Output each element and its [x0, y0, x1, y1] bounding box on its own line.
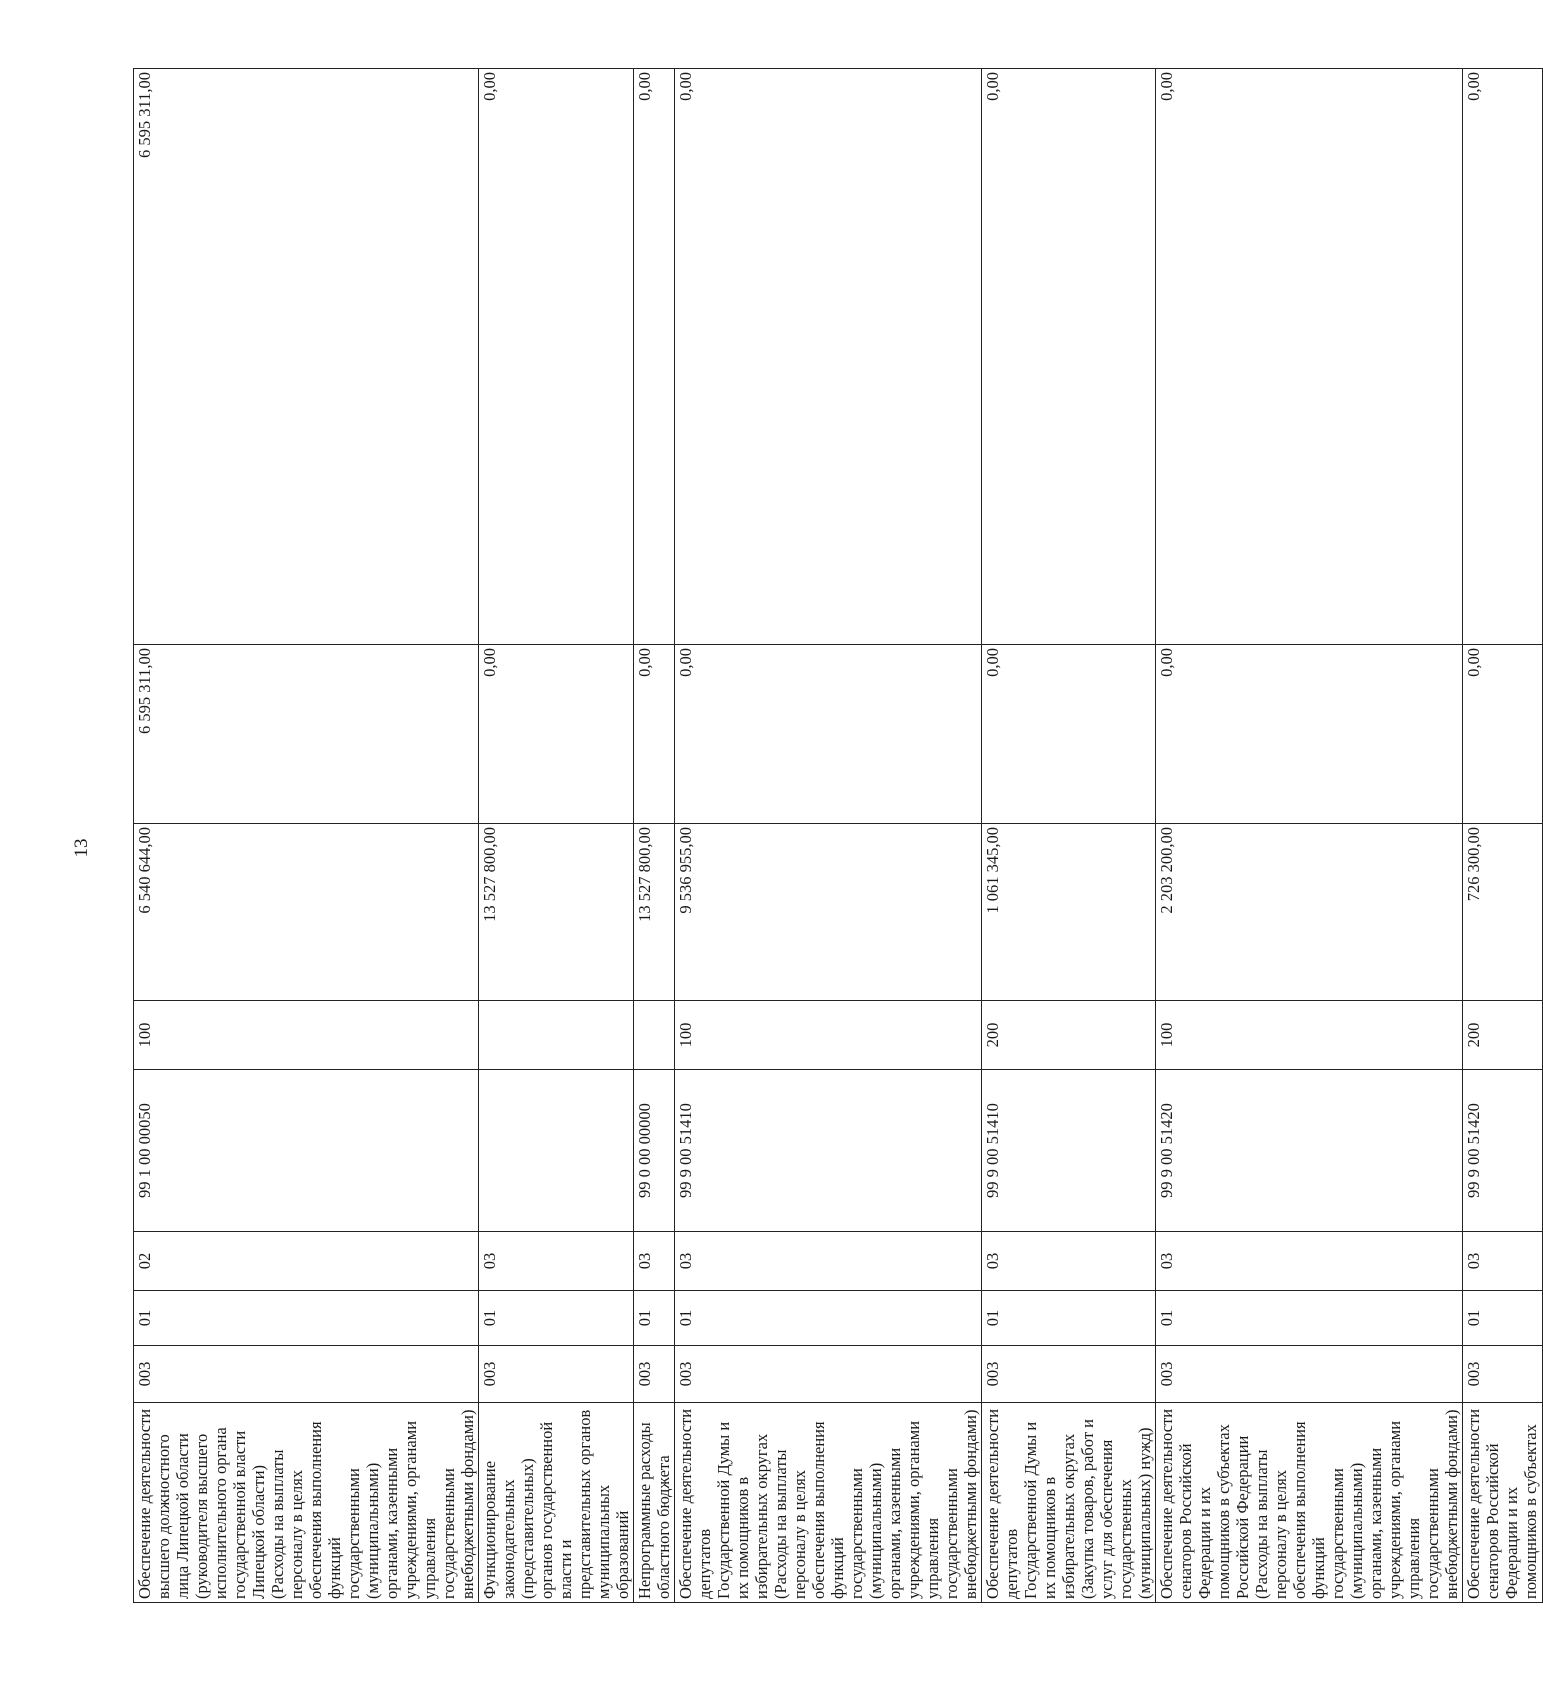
page-number: 13	[71, 838, 92, 858]
row-sum-2: 0,00	[479, 645, 634, 824]
row-sum-2: 6 595 311,00	[134, 645, 479, 824]
row-sum-3: 0,00	[1463, 69, 1543, 645]
row-csr: 99 9 00 51420	[1156, 1070, 1463, 1232]
row-sum-2: 0,00	[634, 645, 675, 824]
row-sum-3: 0,00	[479, 69, 634, 645]
row-rz: 01	[675, 1291, 982, 1346]
row-vr: 100	[134, 1001, 479, 1070]
table-row	[134, 69, 479, 1603]
row-pr: 03	[1156, 1232, 1463, 1291]
row-csr: 99 9 00 51410	[982, 1070, 1156, 1232]
row-csr	[479, 1070, 634, 1232]
row-sum-1: 1 061 345,00	[982, 824, 1156, 1001]
row-ved: 003	[982, 1346, 1156, 1403]
row-sum-2: 0,00	[1156, 645, 1463, 824]
row-rz: 01	[634, 1291, 675, 1346]
row-name: Функционирование законодательных (представительных) органов государственной власти и представительных органов муниципальных образований	[479, 1403, 634, 1603]
rotated-page-content	[133, 69, 1540, 1603]
row-vr: 200	[982, 1001, 1156, 1070]
row-vr	[479, 1001, 634, 1070]
row-sum-3: 6 595 311,00	[134, 69, 479, 645]
row-pr: 03	[982, 1232, 1156, 1291]
row-name: Обеспечение деятельности сенаторов Российской Федерации и их помощников в субъектах	[1463, 1403, 1543, 1603]
table-row	[1156, 69, 1463, 1603]
row-name: Обеспечение деятельности высшего должностного лица Липецкой области (руководителя высшего исполнительного органа государственной власти Липецкой области) (Расходы на выплаты персоналу в целях обеспечения выполнения функций государственными (муниципальными) органами, казенными учреждениями, органами управления государственными внебюджетными фондами)	[134, 1403, 479, 1603]
row-ved: 003	[675, 1346, 982, 1403]
row-csr: 99 1 00 00050	[134, 1070, 479, 1232]
row-sum-2: 0,00	[982, 645, 1156, 824]
row-ved: 003	[1156, 1346, 1463, 1403]
row-rz: 01	[1156, 1291, 1463, 1346]
budget-table	[133, 68, 1543, 1603]
row-sum-3: 0,00	[1156, 69, 1463, 645]
row-vr: 200	[1463, 1001, 1543, 1070]
row-sum-1: 9 536 955,00	[675, 824, 982, 1001]
row-sum-2: 0,00	[1463, 645, 1543, 824]
row-vr	[634, 1001, 675, 1070]
row-name: Непрограммные расходы областного бюджета	[634, 1403, 675, 1603]
row-pr: 03	[479, 1232, 634, 1291]
row-csr: 99 0 00 00000	[634, 1070, 675, 1232]
row-name: Обеспечение деятельности депутатов Государственной Думы и их помощников в избирательных округах (Расходы на выплаты персоналу в целях обеспечения выполнения функций государственными (муниципальными) органами, казенными учреждениями, органами управления государственными внебюджетными фондами)	[675, 1403, 982, 1603]
row-sum-3: 0,00	[675, 69, 982, 645]
row-rz: 01	[982, 1291, 1156, 1346]
row-vr: 100	[675, 1001, 982, 1070]
row-pr: 03	[675, 1232, 982, 1291]
table-row	[1463, 69, 1543, 1603]
row-name: Обеспечение деятельности сенаторов Российской Федерации и их помощников в субъектах Российской Федерации (Расходы на выплаты персоналу в целях обеспечения выполнения функций государственными (муниципальными) органами, казенными учреждениями, органами управления государственными внебюджетными фондами)	[1156, 1403, 1463, 1603]
row-rz: 01	[1463, 1291, 1543, 1346]
table-row	[479, 69, 634, 1603]
row-csr: 99 9 00 51420	[1463, 1070, 1543, 1232]
row-sum-2: 0,00	[675, 645, 982, 824]
row-vr: 100	[1156, 1001, 1463, 1070]
row-rz: 01	[134, 1291, 479, 1346]
row-sum-1: 726 300,00	[1463, 824, 1543, 1001]
row-sum-1: 6 540 644,00	[134, 824, 479, 1001]
row-ved: 003	[1463, 1346, 1543, 1403]
row-pr: 02	[134, 1232, 479, 1291]
row-sum-1: 2 203 200,00	[1156, 824, 1463, 1001]
row-sum-3: 0,00	[634, 69, 675, 645]
budget-table-body	[134, 69, 1543, 1603]
row-sum-3: 0,00	[982, 69, 1156, 645]
row-pr: 03	[634, 1232, 675, 1291]
row-ved: 003	[134, 1346, 479, 1403]
row-sum-1: 13 527 800,00	[479, 824, 634, 1001]
row-ved: 003	[634, 1346, 675, 1403]
row-csr: 99 9 00 51410	[675, 1070, 982, 1232]
table-row	[982, 69, 1156, 1603]
row-name: Обеспечение деятельности депутатов Государственной Думы и их помощников в избирательных округах (Закупка товаров, работ и услуг для обеспечения государственных (муниципальных) нужд)	[982, 1403, 1156, 1603]
table-row	[675, 69, 982, 1603]
table-row	[634, 69, 675, 1603]
row-ved: 003	[479, 1346, 634, 1403]
row-pr: 03	[1463, 1232, 1543, 1291]
row-sum-1: 13 527 800,00	[634, 824, 675, 1001]
row-rz: 01	[479, 1291, 634, 1346]
